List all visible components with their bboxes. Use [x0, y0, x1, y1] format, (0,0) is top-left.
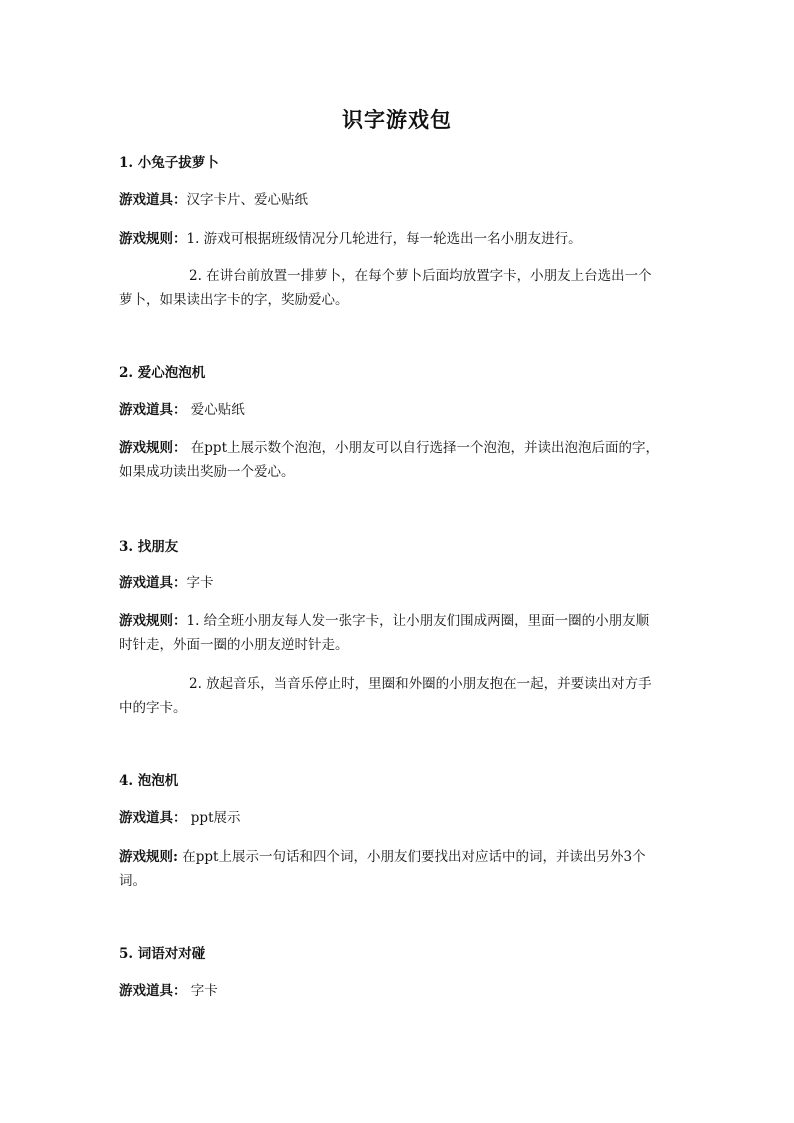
game-1-props-label: 游戏道具：: [119, 192, 187, 208]
game-1-rules-label: 游戏规则：: [119, 231, 187, 247]
game-2-rules: [119, 436, 684, 460]
game-1-rules: [119, 227, 684, 251]
game-5-props-value: 字卡: [186, 983, 218, 999]
game-1-rules-line-3: 萝卜，如果读出字卡的字，奖励爱心。: [119, 292, 349, 308]
game-2-rules-line-2: 如果成功读出奖励一个爱心。: [119, 464, 295, 480]
game-3-rules: [119, 609, 684, 633]
game-2-heading: 2. 爱心泡泡机: [119, 365, 206, 381]
game-1-props: [119, 188, 684, 212]
game-1-props-value: 汉字卡片、爱心贴纸: [186, 192, 308, 208]
game-4-props: [119, 806, 684, 830]
game-4-props-value: ppt展示: [186, 810, 241, 826]
game-3-rules-line-3: 2. 放起音乐，当音乐停止时，里圈和外圈的小朋友抱在一起，并要读出对方手: [189, 676, 652, 692]
game-4-props-label: 游戏道具：: [119, 810, 187, 826]
game-3-props-label: 游戏道具：: [119, 575, 187, 591]
game-1-heading: 1. 小兔子拔萝卜: [119, 155, 219, 171]
game-3-rules-line-1: 1. 给全班小朋友每人发一张字卡，让小朋友们围成两圈，里面一圈的小朋友顺: [186, 613, 650, 629]
game-4-rules: [119, 845, 684, 869]
game-5-props: [119, 979, 684, 1003]
game-4-rules-label: 游戏规则:: [119, 849, 178, 865]
game-4-rules-line-2: 词。: [119, 873, 146, 889]
game-4-heading: 4. 泡泡机: [119, 773, 179, 789]
game-2-props-label: 游戏道具：: [119, 402, 187, 418]
game-3-props: [119, 571, 684, 595]
game-2-props-value: 爱心贴纸: [186, 402, 245, 418]
game-2-props: [119, 398, 684, 422]
game-3-props-value: 字卡: [186, 575, 214, 591]
game-2-rules-label: 游戏规则：: [119, 440, 187, 456]
game-3-heading: 3. 找朋友: [119, 539, 179, 555]
game-1-rules-line-1: 1. 游戏可根据班级情况分几轮进行，每一轮选出一名小朋友进行。: [186, 231, 582, 247]
game-4-rules-line-1: 在ppt上展示一句话和四个词，小朋友们要找出对应话中的词，并读出另外3个: [177, 849, 646, 865]
game-3-rules-line-4: 中的字卡。: [119, 700, 187, 716]
game-5-props-label: 游戏道具：: [119, 983, 187, 999]
game-2-rules-line-1: 在ppt上展示数个泡泡，小朋友可以自行选择一个泡泡，并读出泡泡后面的字，: [186, 440, 659, 456]
game-1-rules-line-2: 2. 在讲台前放置一排萝卜，在每个萝卜后面均放置字卡，小朋友上台选出一个: [189, 268, 652, 284]
game-3-rules-line-2: 时针走，外面一圈的小朋友逆时针走。: [119, 637, 349, 653]
document-title: 识字游戏包: [342, 107, 452, 132]
game-3-rules-label: 游戏规则：: [119, 613, 187, 629]
game-5-heading: 5. 词语对对碰: [119, 946, 206, 962]
